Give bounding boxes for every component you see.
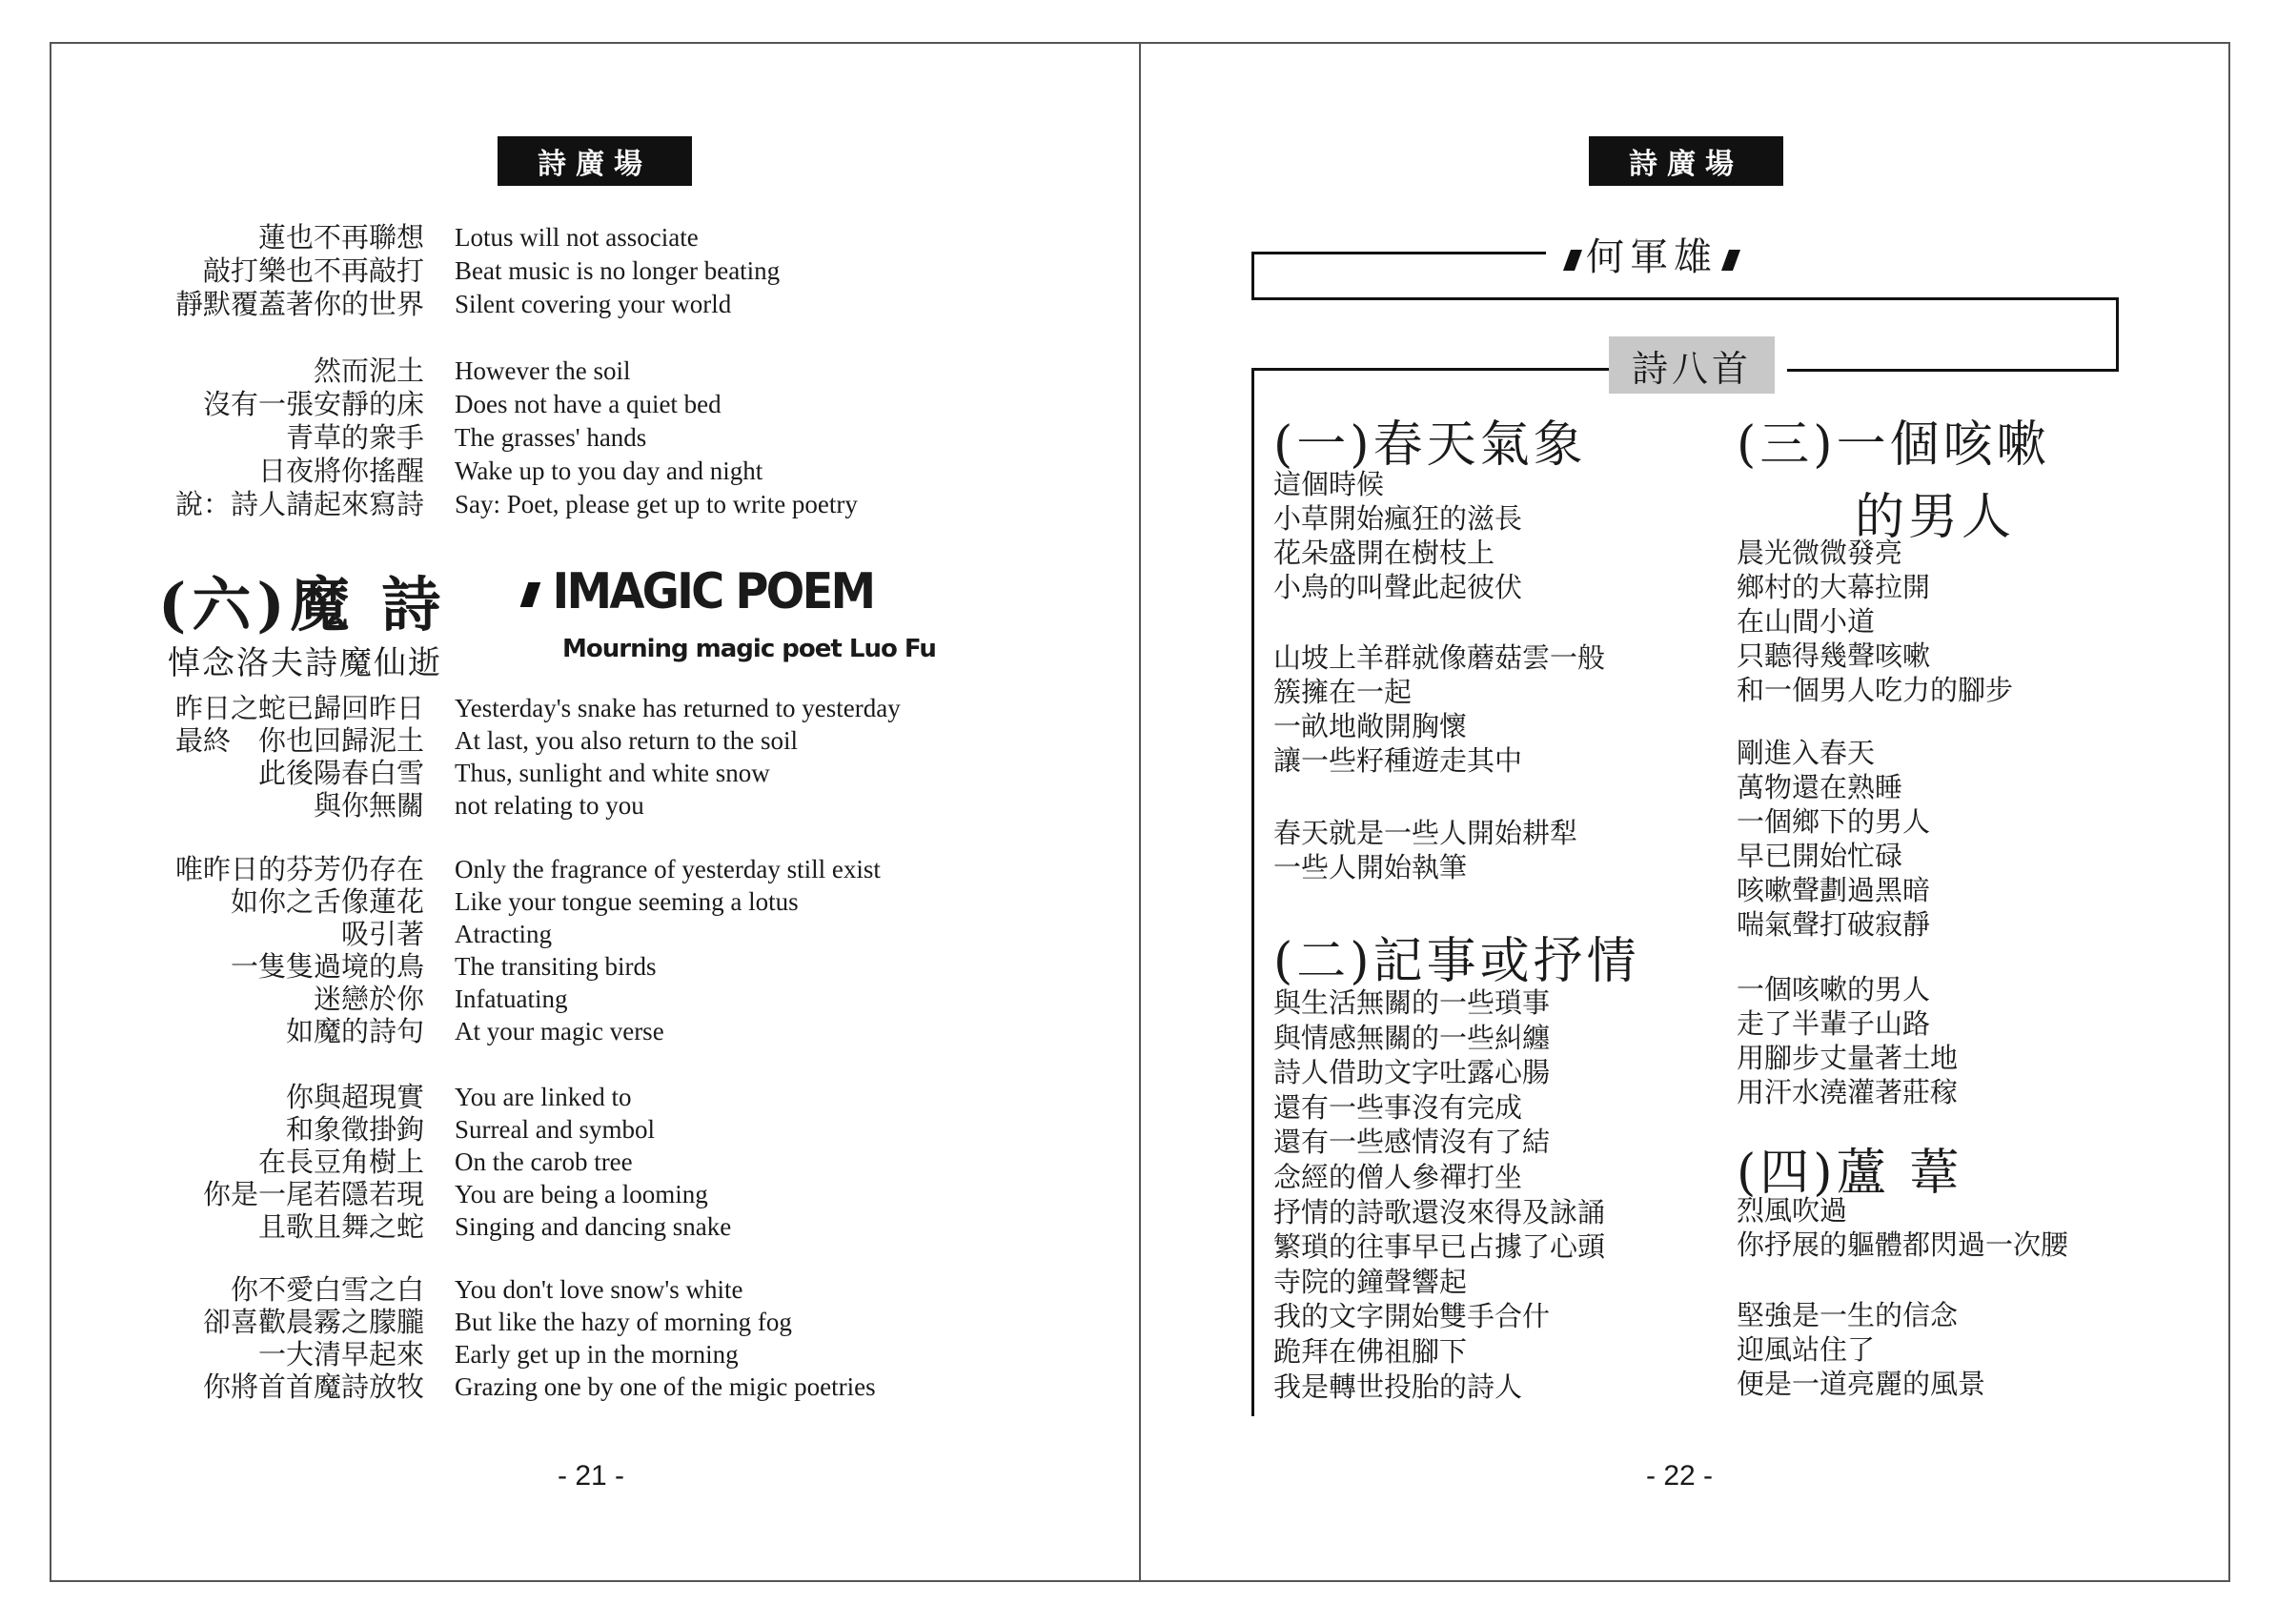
section-frame-line <box>1251 368 1254 1416</box>
poem-line-zh: 說：詩人請起來寫詩 <box>174 488 424 520</box>
poem-line: 與生活無關的一些瑣事 <box>1273 986 1551 1019</box>
poem-line-zh: 如你之舌像蓮花 <box>230 885 424 918</box>
page-number-left: - 21 - <box>558 1460 625 1492</box>
poem-line-en: Atracting <box>455 920 552 948</box>
poem-line-en: Silent covering your world <box>455 290 732 318</box>
poem-line-zh: 卻喜歡晨霧之朦朧 <box>202 1306 424 1338</box>
poem-line-zh: 蓮也不再聯想 <box>257 221 424 254</box>
poem-line: 你抒展的軀體都閃過一次腰 <box>1737 1228 2069 1261</box>
poem-line-zh: 你不愛白雪之白 <box>230 1273 424 1306</box>
poem-line: 春天就是一些人開始耕犁 <box>1273 817 1578 849</box>
poem-line-zh: 青草的衆手 <box>285 421 424 454</box>
poem-line: 堅強是一生的信念 <box>1737 1299 1959 1331</box>
author-frame-line <box>1787 369 2119 372</box>
poem-line: 在山間小道 <box>1737 605 1876 638</box>
poem-line-en: The grasses' hands <box>455 423 647 452</box>
poem-line-en: At last, you also return to the soil <box>455 726 798 755</box>
poem-line: 讓一些籽種遊走其中 <box>1273 744 1523 777</box>
poem-title-en <box>524 563 873 620</box>
poem-line-zh: 且歌且舞之蛇 <box>257 1210 424 1243</box>
poem-line-zh: 日夜將你搖醒 <box>257 455 424 487</box>
author-name-text: 何軍雄 <box>1586 235 1718 279</box>
poem-line: 烈風吹過 <box>1737 1194 1848 1227</box>
poem-line: 一個鄉下的男人 <box>1737 805 1931 838</box>
author-name <box>1559 227 1744 281</box>
poem-line: 小鳥的叫聲此起彼伏 <box>1273 571 1523 603</box>
poem-line-en: Beat music is no longer beating <box>455 256 781 285</box>
poem-line: 詩人借助文字吐露心腸 <box>1273 1056 1551 1089</box>
poem-line: 我的文字開始雙手合什 <box>1273 1300 1551 1333</box>
poem-line-en: Yesterday's snake has returned to yesterday <box>455 694 901 722</box>
poem-line: 寺院的鐘聲響起 <box>1273 1265 1468 1298</box>
poem-line: 迎風站住了 <box>1737 1333 1876 1366</box>
poem-line-en: Say: Poet, please get up to write poetry <box>455 490 858 518</box>
poem3-title-line1: (三)一個咳嗽 <box>1737 416 2050 474</box>
author-marker-icon <box>1563 250 1582 271</box>
poem-line: 和一個男人吃力的腳步 <box>1737 674 2014 706</box>
poem-line-zh: 如魔的詩句 <box>285 1015 424 1047</box>
poem-line-en: The transiting birds <box>455 952 657 981</box>
poem-line-en: Thus, sunlight and white snow <box>455 759 770 787</box>
poem-line: 便是一道亮麗的風景 <box>1737 1368 1986 1400</box>
poem-line: 跪拜在佛祖腳下 <box>1273 1335 1468 1368</box>
author-frame-line <box>1251 252 1546 254</box>
poem-line: 一些人開始執筆 <box>1273 851 1468 883</box>
poem-line: 剛進入春天 <box>1737 737 1876 769</box>
poem-line-zh: 迷戀於你 <box>313 983 424 1015</box>
poem-title-en-text: IMAGIC POEM <box>552 563 874 620</box>
poem-line-zh: 最終 你也回歸泥土 <box>174 724 424 757</box>
poem-line-zh: 沒有一張安靜的床 <box>202 388 424 420</box>
book-spine <box>1139 42 1141 1582</box>
author-frame-line <box>2116 297 2119 372</box>
poem-line-zh: 在長豆角樹上 <box>257 1146 424 1178</box>
poem-line: 一畝地敞開胸懷 <box>1273 710 1468 742</box>
poem-line: 用腳步丈量著土地 <box>1737 1042 1959 1074</box>
poem-line: 簇擁在一起 <box>1273 676 1413 708</box>
poem-line-en: not relating to you <box>455 791 644 820</box>
poem-line-en: On the carob tree <box>455 1147 633 1176</box>
poem-line: 用汗水澆灌著莊稼 <box>1737 1076 1959 1108</box>
poem-line: 花朵盛開在樹枝上 <box>1273 537 1495 569</box>
author-frame-line <box>1251 297 2119 300</box>
poem1-title: (一)春天氣象 <box>1273 416 1587 474</box>
poem-line-en: You are linked to <box>455 1083 632 1111</box>
poem-line-en: Lotus will not associate <box>455 223 699 252</box>
header-badge-left: 詩廣場 <box>498 136 692 186</box>
poem-line-en: Infatuating <box>455 985 568 1013</box>
poem-line: 還有一些事沒有完成 <box>1273 1090 1523 1124</box>
poem-line-zh: 你是一尾若隱若現 <box>202 1178 424 1210</box>
poem-line: 小草開始瘋狂的滋長 <box>1273 502 1523 535</box>
poem-line-zh: 和象徵掛鉤 <box>285 1113 424 1146</box>
poem-line: 只聽得幾聲咳嗽 <box>1737 639 1931 672</box>
poem-line: 與情感無關的一些糾纏 <box>1273 1021 1551 1054</box>
poem-line: 這個時候 <box>1273 468 1385 500</box>
poem-line-zh: 吸引著 <box>340 918 424 950</box>
poem-line: 早已開始忙碌 <box>1737 840 1903 872</box>
poem-line-en: Early get up in the morning <box>455 1340 739 1369</box>
poem-line-zh: 然而泥土 <box>313 355 424 387</box>
poem-line-en: You don't love snow's white <box>455 1275 743 1304</box>
poem-line: 一個咳嗽的男人 <box>1737 973 1931 1005</box>
author-frame-line <box>1251 252 1254 299</box>
poem-line-en: Surreal and symbol <box>455 1115 655 1144</box>
poem-line-en: But like the hazy of morning fog <box>455 1308 792 1336</box>
poem-line: 咳嗽聲劃過黑暗 <box>1737 874 1931 906</box>
poem-subtitle-zh: 悼念洛夫詩魔仙逝 <box>168 644 442 682</box>
header-badge-right: 詩廣場 <box>1589 136 1783 186</box>
poem-line-zh: 與你無關 <box>313 789 424 822</box>
poem-line: 念經的僧人參禪打坐 <box>1273 1161 1523 1193</box>
section-frame-line <box>1251 368 1609 371</box>
poem-line: 鄉村的大幕拉開 <box>1737 571 1931 603</box>
poem3-title-line2: 的男人 <box>1855 489 2016 546</box>
poem-line-en: You are being a looming <box>455 1180 708 1208</box>
poem-line: 繁瑣的往事早已占據了心頭 <box>1273 1230 1606 1264</box>
poem-line-en: However the soil <box>455 356 631 385</box>
poem-line-en: Like your tongue seeming a lotus <box>455 887 799 916</box>
poem-line: 山坡上羊群就像蘑菇雲一般 <box>1273 641 1606 674</box>
poem-line-en: At your magic verse <box>455 1017 664 1045</box>
poem-line: 抒情的詩歌還沒來得及詠誦 <box>1273 1195 1606 1228</box>
poem-line-en: Does not have a quiet bed <box>455 390 722 418</box>
poem-title-zh: (六)魔 詩 <box>158 570 447 639</box>
poem-line-en: Only the fragrance of yesterday still exist <box>455 855 881 883</box>
poem-line-en: Grazing one by one of the migic poetries <box>455 1372 876 1401</box>
poem-line-zh: 此後陽春白雪 <box>257 757 424 789</box>
section-label: 詩八首 <box>1609 336 1775 394</box>
poem-line-zh: 一大清早起來 <box>257 1338 424 1370</box>
poem-subtitle-en: Mourning magic poet Luo Fu <box>562 635 936 663</box>
poem-line: 喘氣聲打破寂靜 <box>1737 908 1931 941</box>
page-number-right: - 22 - <box>1646 1460 1714 1492</box>
poem-line-zh: 你與超現實 <box>285 1081 424 1113</box>
poem4-title: (四)蘆 葦 <box>1737 1145 1963 1202</box>
poem-line-zh: 靜默覆蓋著你的世界 <box>174 288 424 320</box>
poem-line: 我是轉世投胎的詩人 <box>1273 1370 1523 1403</box>
poem2-title: (二)記事或抒情 <box>1273 933 1640 990</box>
author-marker-icon <box>1721 250 1740 271</box>
poem-line-en: Singing and dancing snake <box>455 1212 732 1241</box>
poem-line-zh: 你將首首魔詩放牧 <box>202 1370 424 1403</box>
poem-line-zh: 敲打樂也不再敲打 <box>202 254 424 287</box>
poem-line-zh: 昨日之蛇已歸回昨日 <box>174 692 424 724</box>
poem-line-en: Wake up to you day and night <box>455 457 763 485</box>
poem-line-zh: 一隻隻過境的鳥 <box>230 950 424 983</box>
poem-line-zh: 唯昨日的芬芳仍存在 <box>174 853 424 885</box>
poem-line: 萬物還在熟睡 <box>1737 771 1903 803</box>
poem-line: 晨光微微發亮 <box>1737 537 1903 569</box>
poem-line: 還有一些感情沒有了結 <box>1273 1126 1551 1159</box>
poem-line: 走了半輩子山路 <box>1737 1007 1931 1040</box>
